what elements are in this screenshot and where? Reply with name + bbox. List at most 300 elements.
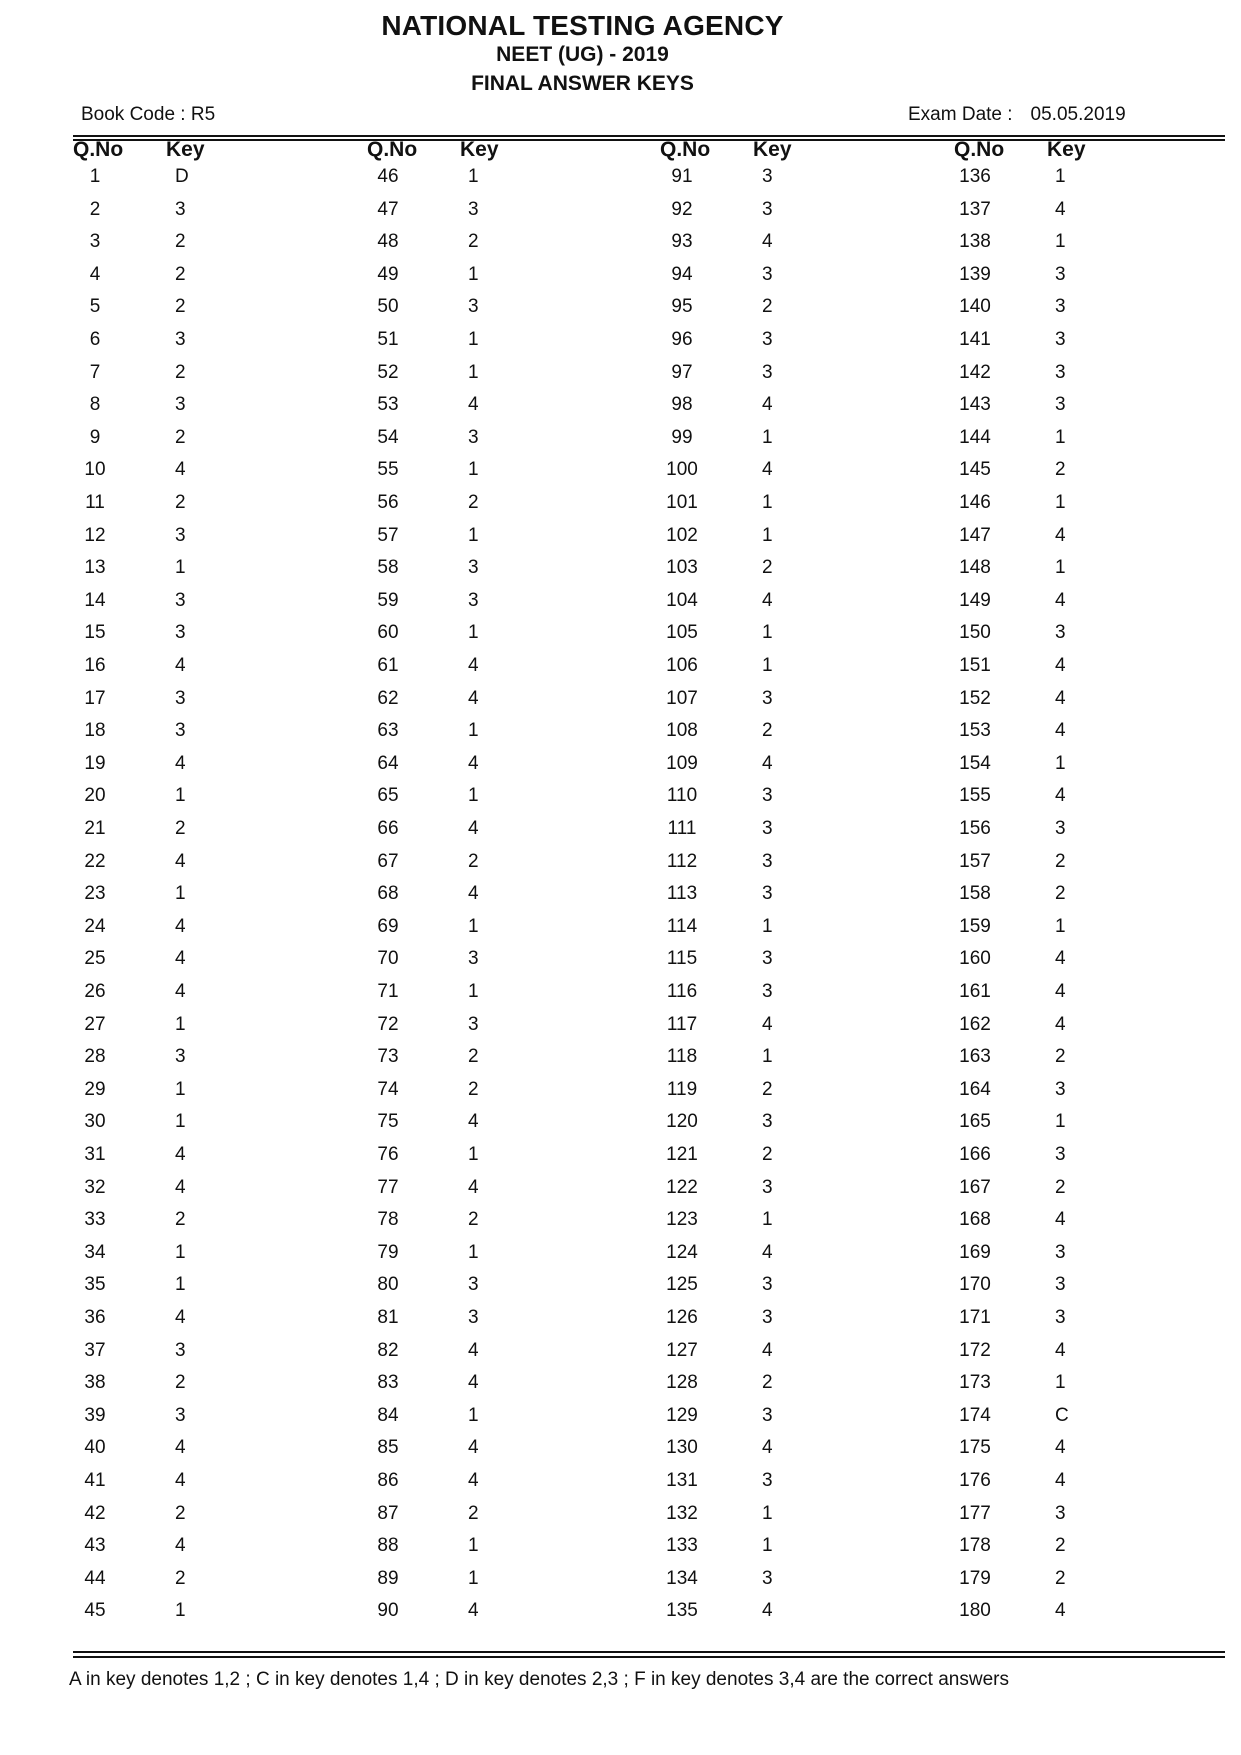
question-number: 51 (377, 329, 399, 350)
question-number: 60 (377, 622, 399, 644)
answer-key: 3 (762, 981, 773, 1002)
question-number: 98 (671, 394, 693, 416)
question-number: 151 (959, 655, 991, 676)
question-number: 59 (377, 589, 399, 611)
question-number: 170 (959, 1274, 991, 1296)
question-number: 55 (377, 459, 399, 481)
key-legend-note: A in key denotes 1,2 ; C in key denotes 1,4 ; D in key denotes 2,3 ; F in key denotes 3,4 are the correct answers (69, 1669, 1009, 1690)
answer-key: 3 (468, 426, 479, 448)
question-number: 164 (959, 1078, 991, 1100)
answer-key: 2 (175, 1502, 186, 1524)
question-number: 19 (84, 752, 106, 774)
answer-key: 3 (1055, 1144, 1066, 1165)
answer-key: 4 (1055, 1339, 1066, 1361)
question-number: 108 (666, 720, 698, 742)
book-code: Book Code : R5 (81, 104, 216, 125)
answer-key: 3 (175, 720, 186, 742)
answer-key: 4 (1055, 720, 1066, 742)
answer-key: 1 (468, 1535, 479, 1557)
key-header: Key (1047, 138, 1086, 161)
question-number: 121 (666, 1144, 698, 1165)
question-number: 154 (959, 752, 991, 774)
question-number: 143 (959, 394, 991, 416)
question-number: 173 (959, 1372, 991, 1394)
answer-key: 4 (468, 1339, 479, 1361)
answer-key: 1 (468, 981, 479, 1002)
question-number: 33 (84, 1209, 106, 1231)
answer-key: 3 (175, 198, 186, 220)
question-number: 180 (959, 1600, 991, 1622)
question-number: 91 (671, 166, 693, 187)
answer-key: 3 (1055, 1307, 1066, 1328)
question-number: 23 (84, 883, 106, 905)
answer-key: 4 (468, 883, 479, 905)
answer-key: 1 (468, 1567, 479, 1589)
question-number: 119 (666, 1078, 698, 1100)
question-number: 9 (89, 426, 101, 448)
question-number: 132 (666, 1502, 698, 1524)
answer-key: 3 (1055, 394, 1066, 416)
answer-key: 3 (468, 198, 479, 220)
answer-key: 3 (762, 785, 773, 807)
answer-key: 4 (175, 948, 186, 970)
question-number: 65 (377, 785, 399, 807)
question-number: 61 (377, 655, 399, 676)
answer-key: 3 (175, 394, 186, 416)
answer-key: 2 (468, 231, 479, 253)
question-number: 137 (959, 198, 991, 220)
answer-key: 3 (468, 1307, 479, 1328)
question-number: 139 (959, 263, 991, 285)
question-number: 37 (84, 1339, 106, 1361)
question-number: 8 (89, 394, 101, 416)
question-number: 110 (666, 785, 698, 807)
answer-key: 4 (468, 1111, 479, 1133)
answer-key: 4 (175, 981, 186, 1002)
question-number: 49 (377, 263, 399, 285)
answer-key: 4 (175, 752, 186, 774)
question-number: 129 (666, 1404, 698, 1426)
question-number: 107 (666, 687, 698, 709)
question-number: 4 (89, 263, 101, 285)
question-number: 11 (85, 492, 105, 513)
answer-key: 3 (1055, 818, 1066, 839)
question-number: 156 (959, 818, 991, 839)
answer-key: 1 (468, 915, 479, 937)
answer-key: 2 (1055, 1567, 1066, 1589)
answer-key: 1 (175, 1241, 186, 1263)
answer-key: 4 (1055, 1209, 1066, 1231)
question-number: 39 (84, 1404, 106, 1426)
answer-key: 2 (175, 426, 186, 448)
answer-key: 1 (175, 557, 186, 579)
question-number: 62 (377, 687, 399, 709)
question-number: 5 (89, 296, 101, 318)
answer-key: 4 (175, 1470, 186, 1491)
answer-key: 1 (762, 655, 773, 676)
question-number: 22 (84, 850, 106, 872)
question-number: 10 (84, 459, 106, 481)
answer-key: 4 (175, 655, 186, 676)
answer-key: 3 (468, 557, 479, 579)
answer-key: 2 (762, 1144, 773, 1165)
question-number: 86 (377, 1470, 399, 1491)
answer-key: 1 (1055, 752, 1066, 774)
question-number: 167 (959, 1176, 991, 1198)
answer-key: 2 (1055, 883, 1066, 905)
question-number: 79 (377, 1241, 399, 1263)
answer-key: 4 (468, 1437, 479, 1459)
answer-key: 4 (762, 459, 773, 481)
answer-key: 3 (1055, 622, 1066, 644)
answer-key: 2 (1055, 1535, 1066, 1557)
answer-key: 3 (762, 1567, 773, 1589)
key-header: Key (753, 138, 792, 161)
question-number: 150 (959, 622, 991, 644)
question-number: 162 (959, 1013, 991, 1035)
answer-key: 1 (762, 1209, 773, 1231)
answer-key: 3 (175, 1339, 186, 1361)
answer-key: 4 (1055, 1470, 1066, 1491)
question-number: 102 (666, 524, 698, 546)
question-number: 128 (666, 1372, 698, 1394)
answer-key: 3 (468, 589, 479, 611)
question-number: 53 (377, 394, 399, 416)
answer-key: 4 (762, 1339, 773, 1361)
question-number: 78 (377, 1209, 399, 1231)
answer-key: 1 (175, 785, 186, 807)
answer-key: 2 (1055, 459, 1066, 481)
question-number: 153 (959, 720, 991, 742)
answer-key: 3 (468, 296, 479, 318)
answer-key: 2 (1055, 1046, 1066, 1068)
question-number: 122 (666, 1176, 698, 1198)
answer-key: 2 (762, 296, 773, 318)
answer-key: 4 (1055, 655, 1066, 676)
answer-key: 1 (175, 883, 186, 905)
question-number: 88 (377, 1535, 399, 1557)
answer-key: 4 (1055, 524, 1066, 546)
question-number: 17 (84, 687, 106, 709)
answer-key: 1 (468, 361, 479, 383)
answer-key: 4 (175, 1176, 186, 1198)
question-number: 161 (959, 981, 991, 1002)
question-number: 70 (377, 948, 399, 970)
answer-key: 4 (468, 1372, 479, 1394)
question-number: 14 (84, 589, 106, 611)
question-number: 130 (666, 1437, 698, 1459)
answer-key: 2 (468, 1078, 479, 1100)
question-number: 6 (89, 329, 101, 350)
question-number: 175 (959, 1437, 991, 1459)
answer-key: 1 (175, 1078, 186, 1100)
question-number: 64 (377, 752, 399, 774)
question-number: 56 (377, 492, 399, 513)
question-number: 166 (959, 1144, 991, 1165)
answer-key: 2 (175, 263, 186, 285)
exam-date-value: 05.05.2019 (1030, 104, 1126, 125)
question-number: 133 (666, 1535, 698, 1557)
question-number: 94 (671, 263, 693, 285)
answer-key: 1 (468, 720, 479, 742)
answer-key: 3 (762, 818, 773, 839)
question-number: 103 (666, 557, 698, 579)
answer-key: 1 (175, 1600, 186, 1622)
question-number: 30 (84, 1111, 106, 1133)
answer-key: 1 (762, 915, 773, 937)
answer-key: 4 (468, 818, 479, 839)
answer-key: 4 (468, 1600, 479, 1622)
question-number: 36 (84, 1307, 106, 1328)
answer-key: 1 (175, 1274, 186, 1296)
answer-key: 1 (762, 426, 773, 448)
question-number: 41 (84, 1470, 106, 1491)
answer-key: 1 (762, 524, 773, 546)
question-number: 25 (84, 948, 106, 970)
answer-key: 3 (762, 361, 773, 383)
answer-key: 3 (468, 948, 479, 970)
answer-key: 3 (762, 1274, 773, 1296)
answer-key: 3 (762, 1470, 773, 1491)
question-number: 117 (666, 1013, 698, 1035)
question-number: 99 (671, 426, 693, 448)
answer-key: 3 (762, 1176, 773, 1198)
question-number: 76 (377, 1144, 399, 1165)
qno-header: Q.No (954, 138, 1005, 161)
answer-key: 1 (468, 329, 479, 350)
question-number: 149 (959, 589, 991, 611)
answer-key: 2 (175, 1209, 186, 1231)
answer-key: 3 (762, 198, 773, 220)
question-number: 165 (959, 1111, 991, 1133)
question-number: 136 (959, 166, 991, 187)
question-number: 111 (667, 818, 697, 839)
answer-key: 4 (1055, 785, 1066, 807)
answer-key: 3 (175, 622, 186, 644)
question-number: 43 (84, 1535, 106, 1557)
answer-key: 3 (175, 1046, 186, 1068)
answer-key: 1 (1055, 557, 1066, 579)
answer-key: 4 (468, 655, 479, 676)
question-number: 45 (84, 1600, 106, 1622)
question-number: 140 (959, 296, 991, 318)
answer-key: 2 (175, 818, 186, 839)
qno-header: Q.No (367, 138, 418, 161)
answer-key: 1 (1055, 426, 1066, 448)
answer-key: 2 (1055, 850, 1066, 872)
question-number: 82 (377, 1339, 399, 1361)
question-number: 126 (666, 1307, 698, 1328)
answer-key: 4 (1055, 981, 1066, 1002)
question-number: 7 (89, 361, 101, 383)
answer-key: 3 (762, 850, 773, 872)
question-number: 54 (377, 426, 399, 448)
answer-key: 4 (468, 687, 479, 709)
answer-key: C (1055, 1404, 1069, 1426)
key-header: Key (166, 138, 205, 161)
answer-key: 3 (175, 589, 186, 611)
question-number: 135 (666, 1600, 698, 1622)
answer-key: 1 (175, 1013, 186, 1035)
question-number: 104 (666, 589, 698, 611)
answer-key: 2 (175, 1567, 186, 1589)
answer-key: 1 (1055, 492, 1066, 513)
question-number: 80 (377, 1274, 399, 1296)
answer-key: 3 (1055, 296, 1066, 318)
answer-grid (0, 138, 1241, 1622)
answer-key: 2 (175, 492, 186, 513)
question-number: 69 (377, 915, 399, 937)
answer-key: 4 (1055, 1437, 1066, 1459)
answer-key: 3 (762, 329, 773, 350)
answer-key: 4 (762, 1241, 773, 1263)
answer-key: 4 (1055, 589, 1066, 611)
question-number: 169 (959, 1241, 991, 1263)
page-title: NATIONAL TESTING AGENCY (381, 10, 784, 41)
question-number: 24 (84, 915, 106, 937)
question-number: 144 (959, 426, 991, 448)
answer-key: 4 (468, 1176, 479, 1198)
question-number: 123 (666, 1209, 698, 1231)
question-number: 63 (377, 720, 399, 742)
answer-key: 4 (762, 394, 773, 416)
answer-key: 2 (175, 231, 186, 253)
question-number: 115 (666, 948, 698, 970)
answer-key: 3 (762, 1307, 773, 1328)
question-number: 114 (666, 915, 698, 937)
answer-key: 3 (175, 524, 186, 546)
answer-key: 1 (1055, 1372, 1066, 1394)
question-number: 89 (377, 1567, 399, 1589)
answer-key: 3 (1055, 263, 1066, 285)
question-number: 134 (666, 1567, 698, 1589)
answer-key: 3 (762, 166, 773, 187)
question-number: 28 (84, 1046, 106, 1068)
question-number: 145 (959, 459, 991, 481)
question-number: 12 (84, 524, 106, 546)
question-number: 93 (671, 231, 693, 253)
question-number: 75 (377, 1111, 399, 1133)
question-number: 176 (959, 1470, 991, 1491)
answer-key: 1 (1055, 915, 1066, 937)
answer-key: D (175, 166, 189, 187)
answer-key: 1 (1055, 1111, 1066, 1133)
question-number: 100 (666, 459, 698, 481)
question-number: 74 (377, 1078, 399, 1100)
question-number: 73 (377, 1046, 399, 1068)
question-number: 101 (666, 492, 698, 513)
top-rule-1 (73, 135, 1225, 137)
answer-key: 1 (468, 524, 479, 546)
question-number: 147 (959, 524, 991, 546)
key-header: Key (460, 138, 499, 161)
question-number: 172 (959, 1339, 991, 1361)
exam-name: NEET (UG) - 2019 (496, 43, 669, 66)
question-number: 163 (959, 1046, 991, 1068)
answer-key: 1 (468, 1144, 479, 1165)
bottom-rule-1 (73, 1651, 1225, 1653)
answer-key: 3 (762, 1404, 773, 1426)
question-number: 38 (84, 1372, 106, 1394)
question-number: 57 (377, 524, 399, 546)
question-number: 83 (377, 1372, 399, 1394)
question-number: 67 (377, 850, 399, 872)
answer-key: 3 (762, 263, 773, 285)
question-number: 72 (377, 1013, 399, 1035)
qno-header: Q.No (73, 138, 124, 161)
answer-key: 4 (1055, 687, 1066, 709)
answer-key: 4 (1055, 1013, 1066, 1035)
answer-key: 4 (762, 1013, 773, 1035)
question-number: 20 (84, 785, 106, 807)
question-number: 50 (377, 296, 399, 318)
question-number: 34 (84, 1241, 106, 1263)
answer-key: 3 (762, 1111, 773, 1133)
question-number: 16 (84, 655, 106, 676)
answer-key: 1 (468, 785, 479, 807)
answer-key: 4 (1055, 198, 1066, 220)
question-number: 84 (377, 1404, 399, 1426)
answer-key: 4 (175, 1307, 186, 1328)
answer-key: 3 (1055, 329, 1066, 350)
answer-key: 4 (468, 752, 479, 774)
answer-key: 2 (468, 492, 479, 513)
answer-key: 2 (762, 720, 773, 742)
question-number: 35 (84, 1274, 106, 1296)
question-number: 158 (959, 883, 991, 905)
answer-key: 4 (175, 1437, 186, 1459)
question-number: 1 (89, 166, 101, 187)
question-number: 68 (377, 883, 399, 905)
question-number: 71 (377, 981, 399, 1002)
question-number: 160 (959, 948, 991, 970)
question-number: 142 (959, 361, 991, 383)
question-number: 81 (377, 1307, 399, 1328)
question-number: 138 (959, 231, 991, 253)
question-number: 125 (666, 1274, 698, 1296)
answer-key: 4 (468, 1470, 479, 1491)
answer-key: 1 (1055, 166, 1066, 187)
answer-key: 1 (468, 263, 479, 285)
question-number: 42 (84, 1502, 106, 1524)
answer-key: 1 (468, 459, 479, 481)
question-number: 157 (959, 850, 991, 872)
qno-header: Q.No (660, 138, 711, 161)
document-type: FINAL ANSWER KEYS (471, 72, 694, 95)
question-number: 3 (89, 231, 101, 253)
answer-key: 1 (468, 166, 479, 187)
question-number: 152 (959, 687, 991, 709)
answer-key: 4 (1055, 948, 1066, 970)
answer-key: 3 (1055, 1078, 1066, 1100)
bottom-rule-2 (73, 1656, 1225, 1658)
answer-key: 1 (762, 1046, 773, 1068)
question-number: 46 (377, 166, 399, 187)
answer-key: 2 (175, 1372, 186, 1394)
answer-key: 4 (175, 915, 186, 937)
question-number: 21 (84, 818, 106, 839)
question-number: 131 (666, 1470, 698, 1491)
question-number: 159 (959, 915, 991, 937)
question-number: 2 (89, 198, 101, 220)
answer-key: 3 (1055, 361, 1066, 383)
answer-key: 1 (468, 622, 479, 644)
question-number: 168 (959, 1209, 991, 1231)
question-number: 141 (959, 329, 991, 350)
answer-key: 1 (468, 1241, 479, 1263)
answer-key: 2 (468, 1046, 479, 1068)
question-number: 27 (84, 1013, 106, 1035)
